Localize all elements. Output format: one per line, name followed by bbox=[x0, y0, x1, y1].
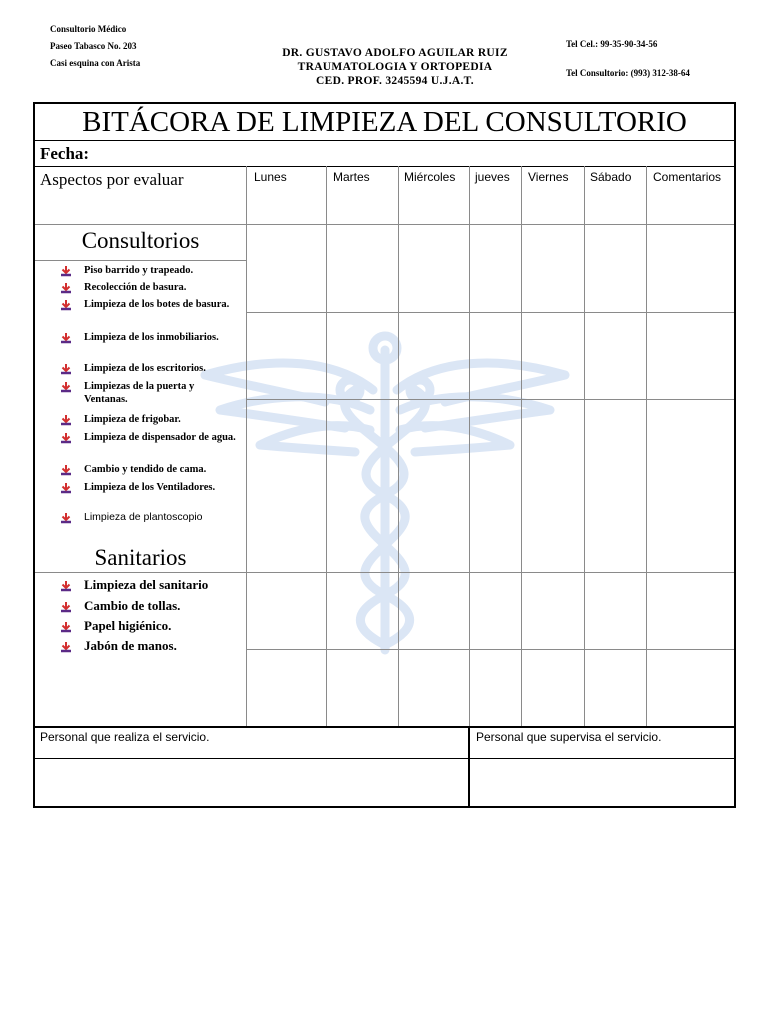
list-item: Cambio de tollas. bbox=[60, 598, 245, 614]
day-monday: Lunes bbox=[254, 170, 287, 184]
comments-header: Comentarios bbox=[653, 170, 722, 184]
list-item: Limpieza de plantoscopio bbox=[60, 511, 240, 524]
doctor-specialty: TRAUMATOLOGIA Y ORTOPEDIA bbox=[297, 61, 493, 73]
arrow-bullet-icon bbox=[60, 601, 72, 613]
list-item: Recolección de basura. bbox=[60, 281, 240, 294]
arrow-bullet-icon bbox=[60, 265, 72, 277]
arrow-bullet-icon bbox=[60, 414, 72, 426]
arrow-bullet-icon bbox=[60, 282, 72, 294]
consultorios-heading: Consultorios bbox=[81, 228, 200, 253]
list-item: Limpieza de frigobar. bbox=[60, 413, 240, 426]
arrow-bullet-icon bbox=[60, 299, 72, 311]
list-item: Limpiezas de la puerta y Ventanas. bbox=[60, 380, 240, 406]
date-label: Fecha: bbox=[40, 144, 90, 163]
supervisa-label: Personal que supervisa el servicio. bbox=[476, 730, 662, 744]
clinic-reference: Casi esquina con Arista bbox=[50, 58, 141, 68]
arrow-bullet-icon bbox=[60, 381, 72, 393]
day-thursday: jueves bbox=[475, 170, 510, 184]
arrow-bullet-icon bbox=[60, 621, 72, 633]
list-item: Limpieza del sanitario bbox=[60, 577, 245, 593]
doctor-name: DR. GUSTAVO ADOLFO AGUILAR RUIZ bbox=[282, 47, 508, 59]
list-item: Limpieza de los escritorios. bbox=[60, 362, 240, 375]
day-tuesday: Martes bbox=[333, 170, 370, 184]
doctor-license: CED. PROF. 3245594 U.J.A.T. bbox=[316, 75, 474, 87]
day-friday: Viernes bbox=[528, 170, 569, 184]
clinic-street: Paseo Tabasco No. 203 bbox=[50, 41, 137, 51]
arrow-bullet-icon bbox=[60, 363, 72, 375]
phone-cell: Tel Cel.: 99-35-90-34-56 bbox=[566, 39, 658, 49]
arrow-bullet-icon bbox=[60, 512, 72, 524]
list-item: Jabón de manos. bbox=[60, 638, 245, 654]
arrow-bullet-icon bbox=[60, 464, 72, 476]
aspects-label: Aspectos por evaluar bbox=[40, 170, 184, 189]
day-saturday: Sábado bbox=[590, 170, 632, 184]
list-item: Piso barrido y trapeado. bbox=[60, 264, 240, 277]
day-wednesday: Miércoles bbox=[404, 170, 456, 184]
list-item: Limpieza de dispensador de agua. bbox=[60, 431, 240, 444]
caduceus-watermark-icon bbox=[185, 330, 585, 660]
list-item: Limpieza de los inmobiliarios. bbox=[60, 331, 240, 344]
realiza-label: Personal que realiza el servicio. bbox=[40, 730, 210, 744]
arrow-bullet-icon bbox=[60, 332, 72, 344]
arrow-bullet-icon bbox=[60, 580, 72, 592]
list-item: Cambio y tendido de cama. bbox=[60, 463, 240, 476]
arrow-bullet-icon bbox=[60, 482, 72, 494]
supervisa-signature-field[interactable] bbox=[470, 759, 734, 806]
phone-office: Tel Consultorio: (993) 312-38-64 bbox=[566, 68, 690, 78]
form-title: BITÁCORA DE LIMPIEZA DEL CONSULTORIO bbox=[82, 106, 687, 138]
list-item: Papel higiénico. bbox=[60, 618, 245, 634]
list-item: Limpieza de los botes de basura. bbox=[60, 298, 240, 311]
arrow-bullet-icon bbox=[60, 432, 72, 444]
sanitarios-heading: Sanitarios bbox=[94, 545, 187, 570]
clinic-address bbox=[50, 21, 140, 72]
doctor-info bbox=[250, 46, 540, 88]
realiza-signature-field[interactable] bbox=[35, 759, 468, 806]
arrow-bullet-icon bbox=[60, 641, 72, 653]
list-item: Limpieza de los Ventiladores. bbox=[60, 481, 240, 494]
clinic-name: Consultorio Médico bbox=[50, 24, 127, 34]
